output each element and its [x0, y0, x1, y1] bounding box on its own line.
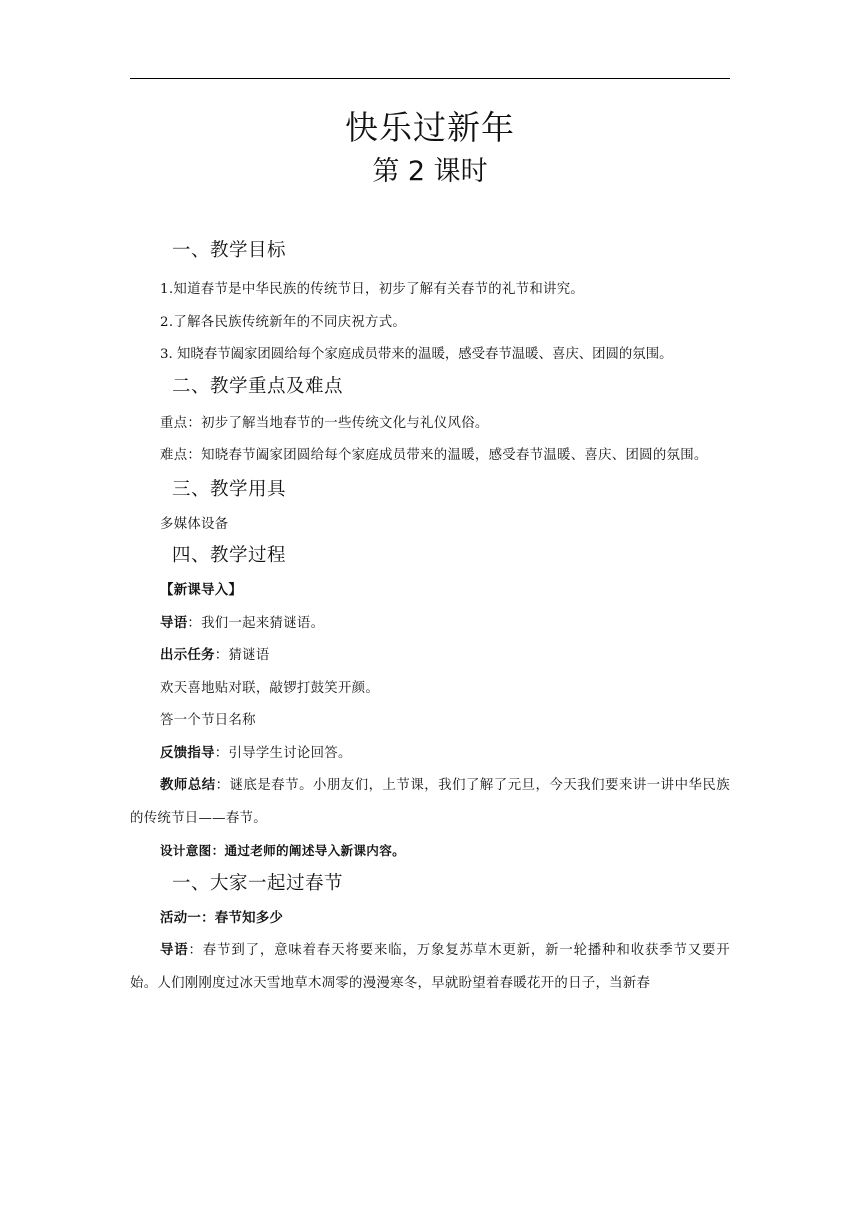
activity-paragraph: [130, 903, 730, 936]
objective-item: 3. 知晓春节阖家团圆给每个家庭成员带来的温暖，感受春节温暖、喜庆、团圆的氛围。: [160, 347, 673, 362]
document-subtitle: 第 2 课时: [372, 156, 488, 187]
tools-text: 多媒体设备: [160, 516, 229, 532]
header-rule: [130, 78, 730, 79]
lead-paragraph: [130, 608, 730, 641]
intro-label-paragraph: [130, 575, 730, 608]
summary-text: ：谜底是春节。小朋友们，上节课，我们了解了元旦，今天我们要来讲一讲中华民族的传统节日——春节。: [130, 778, 730, 826]
section-heading-tools: 三、教学用具: [172, 478, 287, 500]
task-text: ：猜谜语: [214, 648, 270, 663]
design-intent: 设计意图：通过老师的阐述导入新课内容。: [160, 843, 405, 858]
task-label: 出示任务: [160, 648, 215, 663]
intro-label: 【新课导入】: [160, 583, 243, 598]
feedback-text: ：引导学生讨论回答。: [214, 745, 352, 761]
document-title: 快乐过新年: [345, 108, 515, 147]
objective-item: 1.知道春节是中华民族的传统节日，初步了解有关春节的礼节和讲究。: [160, 282, 585, 297]
lead-label: 导语: [160, 615, 188, 631]
task-paragraph: [130, 640, 730, 673]
lead-text: ：我们一起来猜谜语。: [187, 615, 325, 631]
feedback-paragraph: [130, 738, 730, 771]
document-body: [130, 92, 730, 1000]
lead-label-activity: 导语: [160, 943, 189, 958]
objective-item: 2.了解各民族传统新年的不同庆祝方式。: [160, 314, 407, 330]
summary-paragraph: [130, 770, 730, 835]
lead-paragraph-activity: [130, 935, 730, 1000]
lead-text-activity: ：春节到了，意味着春天将要来临，万象复苏草木更新，新一轮播种和收获季节又要开始。人们刚刚度过冰天雪地草木凋零的漫漫寒冬，早就盼望着春暖花开的日子，当新春: [130, 943, 730, 991]
key-point-text: 重点：初步了解当地春节的一些传统文化与礼仪风俗。: [160, 415, 489, 431]
summary-label: 教师总结: [160, 778, 216, 793]
section-heading-process: 四、教学过程: [172, 545, 287, 566]
section-heading-objectives: 一、教学目标: [172, 240, 287, 261]
riddle-text: 欢天喜地贴对联，敲锣打鼓笑开颜。: [160, 680, 380, 696]
feedback-label: 反馈指导: [160, 745, 215, 761]
section-heading-celebrate: 一、大家一起过春节: [172, 872, 344, 894]
section-heading-key-points: 二、教学重点及难点: [172, 375, 344, 397]
difficulty-text: 难点：知晓春节阖家团圆给每个家庭成员带来的温暖，感受春节温暖、喜庆、团圆的氛围。: [160, 448, 708, 463]
riddle-hint: 答一个节日名称: [160, 713, 256, 728]
design-intent-paragraph: [130, 835, 730, 869]
activity-label: 活动一：春节知多少: [160, 910, 284, 926]
